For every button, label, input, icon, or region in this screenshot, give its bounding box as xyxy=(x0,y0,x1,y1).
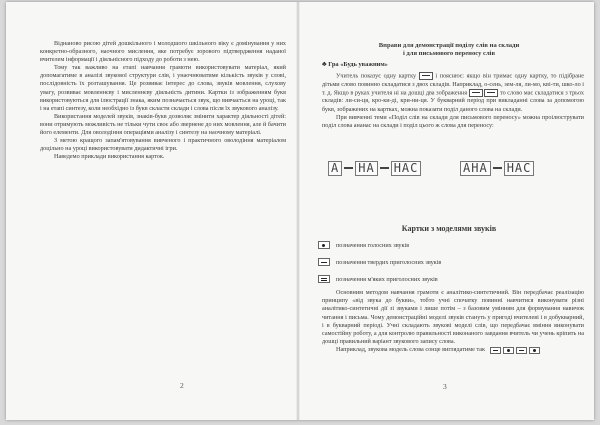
syllable-card: А xyxy=(328,161,342,176)
left-paragraph: Тому так важливо на етапі навчання грамоти використовувати матеріал, який допомагатиме в аналізі звукової структури слів, і унаочнюватиме кількість звуків у слові, послідовність їх розташування. Це розвиває інтерес до слова, звуків мовлення, слухову увагу, розвиває мовленнєву і мисленнєву діяльність дитини. Картки із зображенням букв використовуються для ілюстрації знака, яким позначається звук, що вивчається на уроці, так і на етапі синтезу, коли необхідно із букв скласти склади і слова після їх звукового аналізу. xyxy=(40,64,286,112)
vowel-dot-icon xyxy=(529,347,540,354)
syllable-card: НАС xyxy=(504,161,535,176)
method-description xyxy=(322,289,584,355)
left-page xyxy=(6,0,296,418)
legend-hard-consonant xyxy=(318,257,441,267)
legend-soft-consonant xyxy=(318,274,438,284)
game-description xyxy=(322,72,584,130)
single-card-icon xyxy=(419,72,433,80)
legend-label: позначення м'яких приголосних звуків xyxy=(336,275,438,283)
para3: Основним методом навчання грамоти є аналітико-синтетичний. Він передбачає реалізацію принципу «від звука до букви», тобто учні спочатку повинні навчитися виконувати різні аналітико-синтетичні дії зі звуками і лише потім – з базовим умінням для формування навичок читання і письма. Чому демонстраційні моделі звуків стануть у пригоді вчителеві і в добукварний, і в букварний періоді. Учні складають звукові моделі слів, що передбачає вміння виконувати самостійну роботу, а для контролю правильності виконаного завдання вчитель чи учень кріпить на дошці правильний варіант звукового запису слова. xyxy=(322,289,584,346)
para1-part-a: Учитель показує одну картку xyxy=(336,72,417,80)
left-paragraph: З метою кращого запам'ятовування вивченого і практичного оволодіння матеріалом доцільно на уроці використовувати дидактичні ігри. xyxy=(40,137,286,153)
legend-vowel xyxy=(318,240,409,250)
left-paragraph: Наведемо приклади використання карток. xyxy=(54,153,165,161)
card-icon xyxy=(484,89,498,97)
game-title: Гра «Будь уважним» xyxy=(328,61,388,68)
right-page xyxy=(300,0,594,418)
sound-model-sequence xyxy=(490,347,540,354)
hard-consonant-line-icon xyxy=(318,258,330,266)
game-heading xyxy=(322,60,388,68)
legend-label: позначення голосних звуків xyxy=(336,241,410,249)
hyphen-dash xyxy=(493,167,502,169)
vowel-dot-icon xyxy=(318,241,330,249)
hyphen-dash xyxy=(344,167,353,169)
syllable-card: НАС xyxy=(391,161,422,176)
right-page-number: 3 xyxy=(443,382,447,391)
syllable-card: АНА xyxy=(460,161,491,176)
left-page-number: 2 xyxy=(180,381,184,390)
card-icon xyxy=(469,89,483,97)
exercise-title-line1: Вправи для демонстрації поділу слів на склади xyxy=(378,42,520,49)
soft-consonant-double-line-icon xyxy=(318,275,330,283)
left-page-text xyxy=(40,40,286,161)
syllable-division-model xyxy=(328,160,421,176)
syllable-card: НА xyxy=(355,161,377,176)
hard-consonant-line-icon xyxy=(516,347,527,354)
vowel-dot-icon xyxy=(503,347,514,354)
para2: При вивченні теми «Поділ слів на склади для письмового переносу» можна проілюструвати поділ слова ананас на склади і поділ цього ж слова для переносу: xyxy=(322,113,584,130)
club-icon: ♣ xyxy=(322,60,327,68)
hard-consonant-line-icon xyxy=(490,347,501,354)
para1-part-b: і пояснює: якщо він тримає одну картку, то підібране дітьми слово повинно складатися з двох складів. Наприклад, о-сень, зем-ля, ли-мо, кві-ти, шко-ло і т. д. Якщо в руках учителя ні на дошці два зображення xyxy=(322,72,585,97)
para4: Наприклад, звукова модель слова сонце виглядатиме так xyxy=(336,346,485,354)
hyphen-dash xyxy=(380,167,389,169)
exercise-title-line2: і для письмового переносу слів xyxy=(402,50,496,57)
legend-label: позначення твердих приголосних звуків xyxy=(336,258,442,266)
hyphenation-model xyxy=(460,160,534,176)
para1-part-c: то слово має складатися з трьох складів: ли-си-ця, кро-ки-ді, кри-ни-ця. У букварний період при викладанні слова за допомогою букв, зображених на картках, можна показати поділ даного слова на склади. xyxy=(322,89,585,113)
section-title: Картки з моделями звуків xyxy=(401,224,497,233)
left-paragraph: Використання моделей звуків, знаків-букв дозволяє змінити характер діяльності дітей: вони отримують можливість не тільки чути своє або звернене до них мовлення, але й бачити його елементи. Для оволодіння операціями аналізу і синтезу на наочному матеріалі. xyxy=(40,112,286,137)
left-paragraph: Віднаново рисою дітей дошкільного і молодшого шкільного віку є домінування у них конкретно-образного, наочного мислення, яке потребує зорового підтвердження наданої вчителем інформації і діяльнісного підходу до роботи з нею. xyxy=(40,40,286,64)
